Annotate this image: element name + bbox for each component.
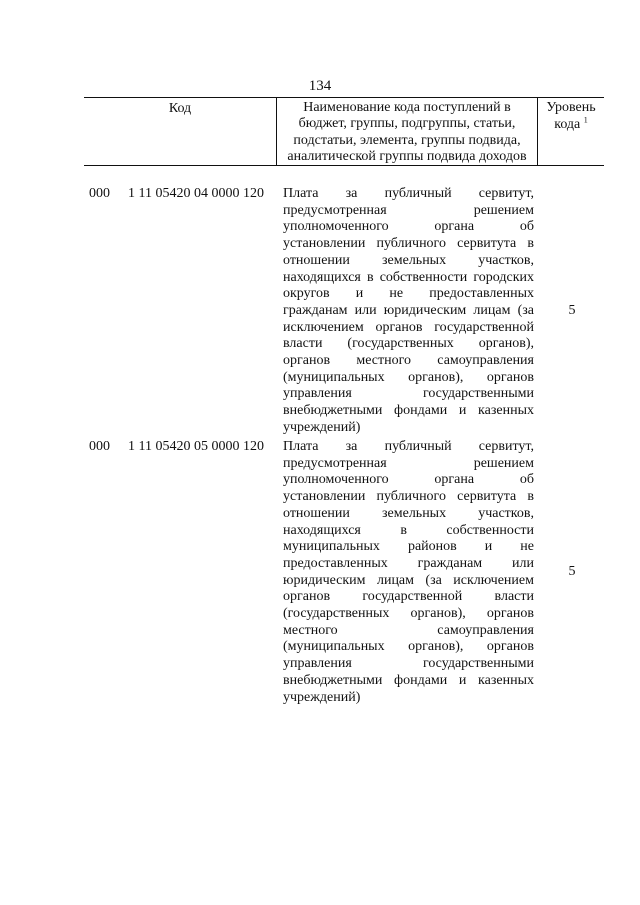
footnote-marker: 1 [583,114,588,124]
row-name-line: исключением органов государственной [283,319,534,335]
row-name-line: находящихся в собственности [283,522,534,538]
row-name-line: предоставленных гражданам или [283,555,534,571]
row-name-line: округов и не предоставленных [283,286,534,302]
row-name-line: отношении земельных участков, [283,252,534,268]
table-header [84,97,604,166]
row-name-line: (муниципальных органов), органов [283,639,534,655]
header-name-line: Наименование кода поступлений в [303,100,511,115]
row-name-line: гражданам или юридическим лицам (за [283,302,534,318]
row-name-line: органов местного самоуправления [283,353,534,369]
row-level: 5 [568,303,576,318]
row-name-line: управления государственными [283,386,534,402]
header-level [538,98,604,167]
row-name-line: уполномоченного органа об [283,472,534,488]
row-name-line: учреждений) [283,419,361,435]
header-level-line: Уровень [546,100,596,115]
row-name-line: отношении земельных участков, [283,505,534,521]
row-name-line: Плата за публичный сервитут, [283,186,534,201]
row-name-line: власти (государственных органов), [283,336,534,352]
row-name [283,186,534,437]
row-name-line: (государственных органов), органов [283,606,534,622]
row-name-line: уполномоченного органа об [283,219,534,235]
row-admin-code: 000 [89,186,110,201]
row-name-line: предусмотренная решением [283,455,534,471]
row-name-line: внебюджетными фондами и казенных [283,672,534,688]
row-name-line: (муниципальных органов), органов [283,369,534,385]
row-name-line: установлении публичного сервитута в [283,489,534,505]
row-name-line: внебюджетными фондами и казенных [283,403,534,419]
row-name-line: юридическим лицам (за исключением [283,572,534,588]
page-number: 134 [308,78,332,94]
row-income-code: 1 11 05420 05 0000 120 [128,439,264,454]
header-name-line: подстатьи, элемента, группы подвида, [293,132,521,148]
header-level-text: кода [554,116,581,132]
header-code: Код [84,98,277,165]
row-name-line: установлении публичного сервитута в [283,236,534,252]
row-name-line: муниципальных районов и не [283,539,534,555]
row-name-line: учреждений) [283,689,361,705]
row-admin-code: 000 [89,439,110,454]
row-name-line: местного самоуправления [283,622,534,638]
row-level: 5 [568,564,576,579]
header-name-line: бюджет, группы, подгруппы, статьи, [298,116,516,132]
row-name-line: органов государственной власти [283,589,534,605]
row-name-line: находящихся в собственности городских [283,269,534,285]
row-income-code: 1 11 05420 04 0000 120 [128,186,264,201]
row-name-line: Плата за публичный сервитут, [283,439,534,454]
header-name-line: аналитической группы подвида доходов [287,149,527,165]
header-level-line2 [538,114,604,134]
header-name [277,98,538,165]
row-name-line: предусмотренная решением [283,202,534,218]
row-name-line: управления государственными [283,656,534,672]
row-name [283,439,534,706]
